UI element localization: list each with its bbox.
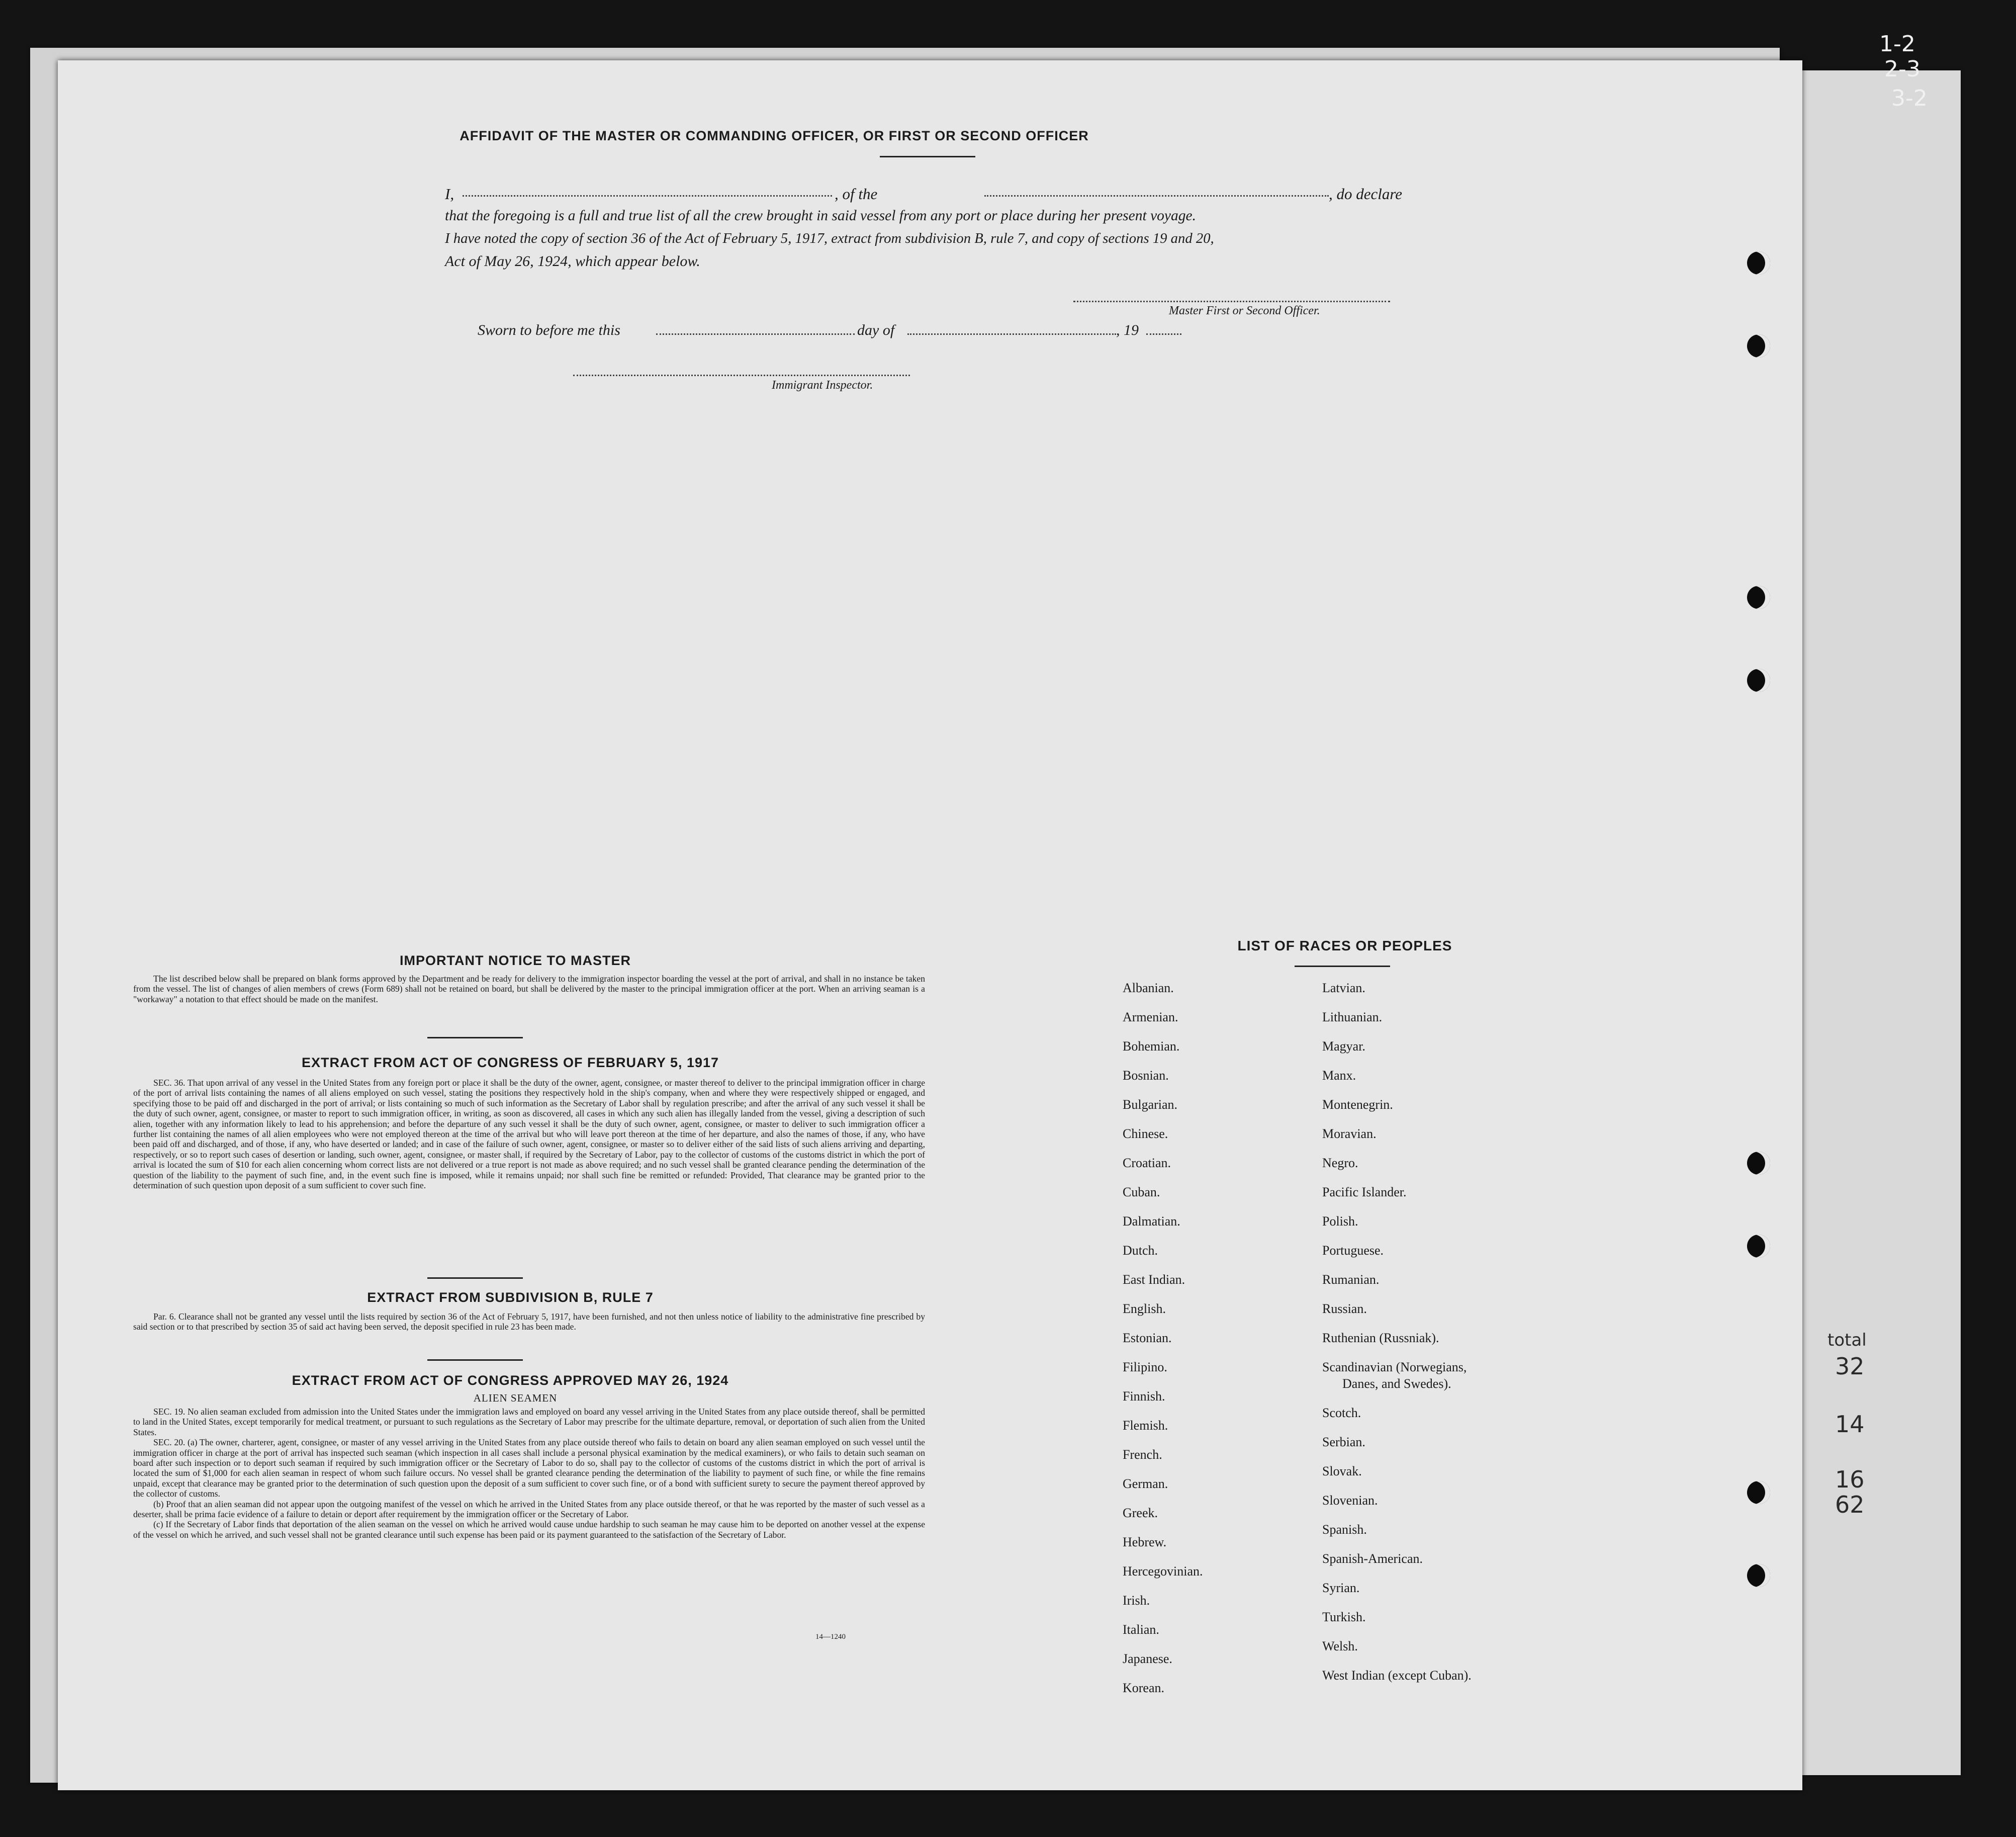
race-item: Negro.	[1322, 1156, 1358, 1170]
margin-note-2: 2-3	[1884, 56, 1920, 82]
sworn-day-blank[interactable]	[656, 333, 855, 335]
race-item: Estonian.	[1123, 1331, 1172, 1345]
year-text: , 19	[1116, 322, 1139, 338]
race-item: Dutch.	[1123, 1243, 1158, 1258]
extract-rule7-title: EXTRACT FROM SUBDIVISION B, RULE 7	[367, 1290, 654, 1305]
race-item: Montenegrin.	[1322, 1097, 1393, 1112]
race-item: Japanese.	[1123, 1651, 1172, 1666]
extract-1924-title: EXTRACT FROM ACT OF CONGRESS APPROVED MAY 26, 1924	[292, 1373, 729, 1388]
race-item: West Indian (except Cuban).	[1322, 1668, 1472, 1683]
race-item: Polish.	[1322, 1214, 1358, 1229]
races-left-column	[1123, 981, 1203, 1710]
tally-value: 16	[1835, 1466, 1865, 1493]
tally-value: 32	[1835, 1353, 1865, 1380]
master-caption: Master First or Second Officer.	[1169, 304, 1320, 317]
race-item: Irish.	[1123, 1593, 1150, 1608]
race-item: Serbian.	[1322, 1435, 1365, 1449]
divider	[1295, 966, 1390, 967]
race-item: German.	[1123, 1476, 1168, 1491]
divider	[427, 1359, 523, 1361]
race-item: Finnish.	[1123, 1389, 1165, 1404]
notice-title: IMPORTANT NOTICE TO MASTER	[400, 953, 631, 968]
extract-1917-title: EXTRACT FROM ACT OF CONGRESS OF FEBRUARY 5, 1917	[301, 1055, 719, 1070]
race-item: Magyar.	[1322, 1039, 1365, 1054]
affidavit-line-2: that the foregoing is a full and true list of all the crew brought in said vessel from any port or place during her present voyage.	[445, 208, 1196, 224]
race-item: Chinese.	[1123, 1126, 1168, 1141]
manifest-page	[58, 60, 1802, 1790]
race-item: Scandinavian (Norwegians,	[1322, 1360, 1467, 1374]
race-item: Latvian.	[1322, 981, 1365, 995]
margin-note-3: 3-2	[1891, 85, 1928, 111]
race-item: Bohemian.	[1123, 1039, 1180, 1054]
race-item: Filipino.	[1123, 1360, 1167, 1374]
race-item: Pacific Islander.	[1322, 1185, 1407, 1199]
race-item: Moravian.	[1322, 1126, 1377, 1141]
races-right-column	[1322, 981, 1472, 1697]
affidavit-declare: , do declare	[1329, 185, 1403, 203]
form-number: 14—1240	[815, 1633, 846, 1641]
extract-1917-text: SEC. 36. That upon arrival of any vessel in the United States from any foreign port or place it shall be the duty of the owner, agent, consignee, or master thereof to deliver to the principal immigration officer in charge of the port of arrival lists containing the names of all aliens employed on such vessel, stating the positions they respectively hold in the ship's company, when and where they were respectively shipped or engaged, and specifying those to be paid off and discharged in the port of arrival; or lists containing so much of such information as the Secretary of Labor shall by regulation prescribe; and after the arrival of any such vessel it shall be the duty of such owner, agent, consignee, or master to report to such immigration officer, in writing, as soon as discovered, all cases in which any such alien has illegally landed from the vessel, giving a description of such alien, together with any information likely to lead to his apprehension; and before the departure of any such vessel it shall be the duty of such owner, agent, consignee, or master to deliver to such immigration officer a further list containing the names of all alien employees who were not employed thereon at the time of the arrival but who will leave port thereon at the time of her departure, and also the names of those, if any, who have been paid off and discharged, and of those, if any, who have deserted or landed; and in case of the failure of such owner, agent, consignee, or master so to deliver either of the said lists of such aliens arriving and departing, respectively, or so to report such cases of desertion or landing, such owner, agent, consignee, or master shall, if required by the Secretary of Labor, pay to the collector of customs of the customs district in which the port of arrival is located the sum of $10 for each alien concerning whom correct lists are not delivered or a true report is not made as above required; and no such vessel shall be granted clearance pending the determination of the question of the liability to the payment of such fine, and, in the event such fine is imposed, while it remains unpaid; nor shall such fine be remitted or refunded: Provided, That clearance may be granted prior to the determination of such question upon deposit of a sum sufficient to cover such fine.	[133, 1078, 925, 1191]
race-item: Slovenian.	[1322, 1493, 1378, 1508]
race-item: Bosnian.	[1123, 1068, 1169, 1083]
affidavit-title: AFFIDAVIT OF THE MASTER OR COMMANDING OFFICER, OR FIRST OR SECOND OFFICER	[460, 128, 1089, 143]
affidavit-i: I,	[445, 185, 454, 203]
tally-label: total	[1827, 1330, 1867, 1350]
race-item: Turkish.	[1322, 1610, 1366, 1624]
race-item: Russian.	[1322, 1301, 1367, 1316]
race-item: Dalmatian.	[1123, 1214, 1180, 1229]
extract-1924-text: SEC. 19. No alien seaman excluded from admission into the United States under the immigration laws and employed on board any vessel arriving in the United States from any place outside thereof, shall be permitted to land in the United States, except temporarily for medical treatment, or pursuant to such regulations as the Secretary of Labor may prescribe for the ultimate departure, removal, or deportation of such alien from the United States. SEC. 20. (a) The owner, charterer, agent, consignee, or master of any vessel arriving in the United States from any place outside thereof who fails to detain on board any alien seaman employed on such vessel until the immigration officer in charge at the port of arrival has inspected such seaman (which inspection in all cases shall include a personal physical examination by the medical examiners), or who fails to detain such seaman on board after such inspection or to deport such seaman if required by such immigration officer or the Secretary of Labor to do so, shall pay to the collector of customs of the customs district in which the port of arrival is located the sum of $1,000 for each alien seaman in respect of whom such failure occurs. No vessel shall be granted clearance pending the determination of the liability to payment of such fine, or while the fine remains unpaid, except that clearance may be granted prior to the determination of such question upon the deposit of a sum sufficient to cover such fine, or of a bond with sufficient surety to secure the payment thereof approved by the collector of customs. (b) Proof that an alien seaman did not appear upon the outgoing manifest of the vessel on which he arrived in the United States from any place outside thereof, or that he was reported by the master of such vessel as a deserter, shall be prima facie evidence of a failure to detain or deport after requirement by the immigration officer or the Secretary of Labor. (c) If the Secretary of Labor finds that deportation of the alien seaman on the vessel on which he arrived would cause undue hardship to such seaman he may cause him to be deported on another vessel at the expense of the vessel on which he arrived, and such vessel shall not be granted clearance until such expense has been paid or its payment guaranteed to the satisfaction of the Secretary of Labor.	[133, 1407, 925, 1540]
sworn-month-blank[interactable]	[907, 333, 1116, 335]
race-item: Portuguese.	[1322, 1243, 1384, 1258]
race-item: Italian.	[1123, 1622, 1159, 1637]
binder-hole	[1747, 251, 1770, 275]
race-item: Syrian.	[1322, 1581, 1360, 1595]
vessel-blank[interactable]	[984, 195, 1329, 197]
tally-value: 62	[1835, 1491, 1865, 1518]
race-item: East Indian.	[1123, 1272, 1185, 1287]
race-item: Armenian.	[1123, 1010, 1178, 1024]
underlying-sheet-right	[1790, 70, 1961, 1775]
day-of-text: day of	[857, 322, 895, 338]
binder-hole	[1747, 334, 1770, 358]
race-item: Welsh.	[1322, 1639, 1358, 1653]
race-item: Danes, and Swedes).	[1342, 1376, 1451, 1391]
race-item: Cuban.	[1123, 1185, 1160, 1199]
inspector-caption: Immigrant Inspector.	[772, 379, 873, 392]
master-signature-blank[interactable]	[1073, 301, 1390, 302]
binder-hole	[1747, 1564, 1770, 1587]
race-item: Bulgarian.	[1123, 1097, 1178, 1112]
sworn-text: Sworn to before me this	[478, 322, 620, 338]
margin-note-1: 1-2	[1879, 31, 1915, 57]
race-item: French.	[1123, 1447, 1162, 1462]
inspector-signature-blank[interactable]	[573, 375, 910, 376]
race-item: Hebrew.	[1123, 1535, 1167, 1549]
race-item: Albanian.	[1123, 981, 1174, 995]
name-blank[interactable]	[463, 195, 832, 197]
race-item: Manx.	[1322, 1068, 1356, 1083]
divider	[880, 156, 975, 157]
race-item: Korean.	[1123, 1681, 1165, 1695]
race-item: Croatian.	[1123, 1156, 1171, 1170]
binder-hole	[1747, 586, 1770, 609]
notice-text: The list described below shall be prepared on blank forms approved by the Department and be ready for delivery to the immigration inspector boarding the vessel at the port of arrival, and shall in no instance be taken from the vessel. The list of changes of alien members of crews (Form 689) shall not be retained on board, but shall be delivered by the master to the principal immigration officer at the port. When an arriving seaman is a "workaway" a notation to that effect should be made on the manifest.	[133, 974, 925, 1004]
binder-hole	[1747, 1235, 1770, 1258]
race-item: Slovak.	[1322, 1464, 1362, 1478]
binder-hole	[1747, 1481, 1770, 1504]
binder-hole	[1747, 1152, 1770, 1175]
race-item: Ruthenian (Russniak).	[1322, 1331, 1439, 1345]
race-item: Rumanian.	[1322, 1272, 1380, 1287]
race-item: English.	[1123, 1301, 1166, 1316]
binder-hole	[1747, 669, 1770, 692]
race-item: Spanish-American.	[1322, 1551, 1423, 1566]
race-item: Greek.	[1123, 1506, 1158, 1520]
race-item: Scotch.	[1322, 1406, 1361, 1420]
alien-seamen-subtitle: ALIEN SEAMEN	[473, 1392, 558, 1404]
divider	[427, 1037, 523, 1038]
sworn-year-blank[interactable]	[1146, 333, 1181, 335]
races-title: LIST OF RACES OR PEOPLES	[1237, 938, 1452, 953]
race-item: Lithuanian.	[1322, 1010, 1383, 1024]
divider	[427, 1277, 523, 1279]
affidavit-line-4: Act of May 26, 1924, which appear below.	[445, 253, 700, 270]
affidavit-line-3: I have noted the copy of section 36 of the Act of February 5, 1917, extract from subdivision B, rule 7, and copy of sections 19 and 20,	[445, 230, 1214, 246]
race-item: Spanish.	[1322, 1522, 1367, 1537]
affidavit-of-the: , of the	[835, 185, 878, 203]
extract-rule7-text: Par. 6. Clearance shall not be granted any vessel until the lists required by section 36 of the Act of February 5, 1917, have been furnished, and not then unless notice of liability to the administrative fine prescribed by said section or to that prescribed by section 35 of said act having been served, the deposit specified in rule 23 has been made.	[133, 1311, 925, 1332]
race-item: Hercegovinian.	[1123, 1564, 1203, 1579]
tally-value: 14	[1835, 1411, 1865, 1438]
race-item: Flemish.	[1123, 1418, 1168, 1433]
